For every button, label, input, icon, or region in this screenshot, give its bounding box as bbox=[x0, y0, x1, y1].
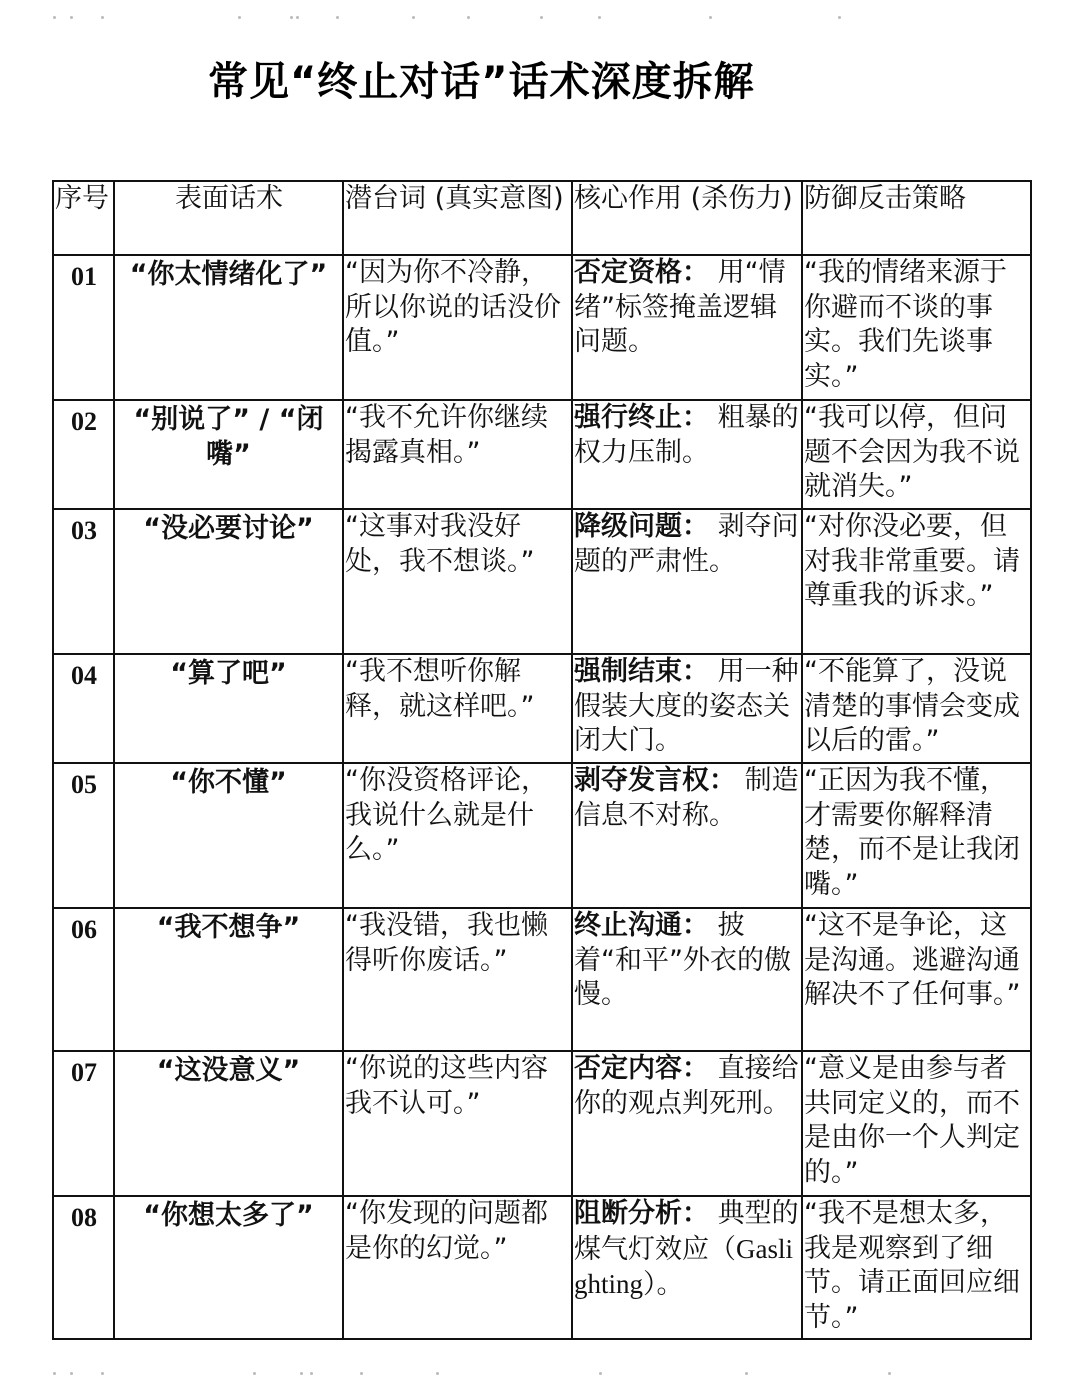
core-effect-text: 用“情绪”标签掩盖逻辑问题。 bbox=[574, 257, 786, 357]
header-core-effect: 核心作用 (杀伤力) bbox=[572, 181, 802, 255]
header-surface-phrase: 表面话术 bbox=[114, 181, 343, 255]
dialogue-breakdown-table bbox=[52, 180, 1032, 1340]
table-row bbox=[53, 1196, 1031, 1339]
header-subtext: 潜台词 (真实意图) bbox=[343, 181, 572, 255]
core-effect-label: 阻断分析： bbox=[574, 1198, 709, 1229]
core-effect-label: 否定资格： bbox=[574, 257, 709, 288]
surface-phrase: “别说了” / “闭嘴” bbox=[114, 400, 343, 509]
core-effect bbox=[572, 509, 802, 654]
core-effect bbox=[572, 763, 802, 908]
row-number: 03 bbox=[53, 509, 114, 654]
core-effect-text: 披着“和平”外衣的傲慢。 bbox=[574, 910, 791, 1010]
table-row bbox=[53, 763, 1031, 908]
defense-strategy: “正因为我不懂，才需要你解释清楚，而不是让我闭嘴。” bbox=[802, 763, 1031, 908]
core-effect-latin: （Gaslighting）。 bbox=[574, 1233, 793, 1299]
row-number: 07 bbox=[53, 1051, 114, 1196]
subtext: “我不允许你继续揭露真相。” bbox=[343, 400, 572, 509]
defense-strategy: “不能算了，没说清楚的事情会变成以后的雷。” bbox=[802, 654, 1031, 763]
table-row bbox=[53, 255, 1031, 400]
core-effect bbox=[572, 654, 802, 763]
surface-phrase: “你太情绪化了” bbox=[114, 255, 343, 400]
row-number: 01 bbox=[53, 255, 114, 400]
defense-strategy: “意义是由参与者共同定义的，而不是由你一个人判定的。” bbox=[802, 1051, 1031, 1196]
defense-strategy: “我的情绪来源于你避而不谈的事实。我们先谈事实。” bbox=[802, 255, 1031, 400]
bottom-dotted-border bbox=[0, 1372, 1080, 1378]
core-effect-text: 制造信息不对称。 bbox=[574, 765, 799, 831]
surface-phrase: “你想太多了” bbox=[114, 1196, 343, 1339]
core-effect-text: 直接给你的观点判死刑。 bbox=[574, 1053, 799, 1119]
core-effect-label: 强行终止： bbox=[574, 402, 709, 433]
core-effect bbox=[572, 1196, 802, 1339]
defense-strategy: “对你没必要，但对我非常重要。请尊重我的诉求。” bbox=[802, 509, 1031, 654]
core-effect-text: 用一种假装大度的姿态关闭大门。 bbox=[574, 656, 799, 756]
core-effect-label: 否定内容： bbox=[574, 1053, 709, 1084]
surface-phrase: “这没意义” bbox=[114, 1051, 343, 1196]
core-effect-text: 剥夺问题的严肃性。 bbox=[574, 511, 799, 577]
subtext: “你发现的问题都是你的幻觉。” bbox=[343, 1196, 572, 1339]
row-number: 05 bbox=[53, 763, 114, 908]
core-effect bbox=[572, 400, 802, 509]
subtext: “我没错，我也懒得听你废话。” bbox=[343, 908, 572, 1051]
table-row bbox=[53, 509, 1031, 654]
table-row bbox=[53, 654, 1031, 763]
row-number: 06 bbox=[53, 908, 114, 1051]
defense-strategy: “我可以停，但问题不会因为我不说就消失。” bbox=[802, 400, 1031, 509]
core-effect bbox=[572, 1051, 802, 1196]
header-number: 序号 bbox=[53, 181, 114, 255]
surface-phrase: “你不懂” bbox=[114, 763, 343, 908]
surface-phrase: “算了吧” bbox=[114, 654, 343, 763]
table-row bbox=[53, 908, 1031, 1051]
row-number: 04 bbox=[53, 654, 114, 763]
defense-strategy: “我不是想太多，我是观察到了细节。请正面回应细节。” bbox=[802, 1196, 1031, 1339]
core-effect-label: 降级问题： bbox=[574, 511, 709, 542]
core-effect-label: 剥夺发言权： bbox=[574, 765, 736, 796]
row-number: 02 bbox=[53, 400, 114, 509]
table-row bbox=[53, 400, 1031, 509]
core-effect bbox=[572, 908, 802, 1051]
table-row bbox=[53, 1051, 1031, 1196]
row-number: 08 bbox=[53, 1196, 114, 1339]
page-title: 常见“终止对话”话术深度拆解 bbox=[208, 59, 755, 105]
core-effect-label: 终止沟通： bbox=[574, 910, 709, 941]
table-header-row bbox=[53, 181, 1031, 255]
header-defense-strategy: 防御反击策略 bbox=[802, 181, 1031, 255]
core-effect-label: 强制结束： bbox=[574, 656, 709, 687]
subtext: “你说的这些内容我不认可。” bbox=[343, 1051, 572, 1196]
core-effect-text: 典型的煤气灯效应 bbox=[574, 1198, 799, 1265]
subtext: “因为你不冷静，所以你说的话没价值。” bbox=[343, 255, 572, 400]
top-dotted-border bbox=[0, 16, 1080, 22]
defense-strategy: “这不是争论，这是沟通。逃避沟通解决不了任何事。” bbox=[802, 908, 1031, 1051]
surface-phrase: “我不想争” bbox=[114, 908, 343, 1051]
subtext: “我不想听你解释，就这样吧。” bbox=[343, 654, 572, 763]
subtext: “你没资格评论，我说什么就是什么。” bbox=[343, 763, 572, 908]
surface-phrase: “没必要讨论” bbox=[114, 509, 343, 654]
subtext: “这事对我没好处，我不想谈。” bbox=[343, 509, 572, 654]
core-effect bbox=[572, 255, 802, 400]
core-effect-text: 粗暴的权力压制。 bbox=[574, 402, 799, 468]
